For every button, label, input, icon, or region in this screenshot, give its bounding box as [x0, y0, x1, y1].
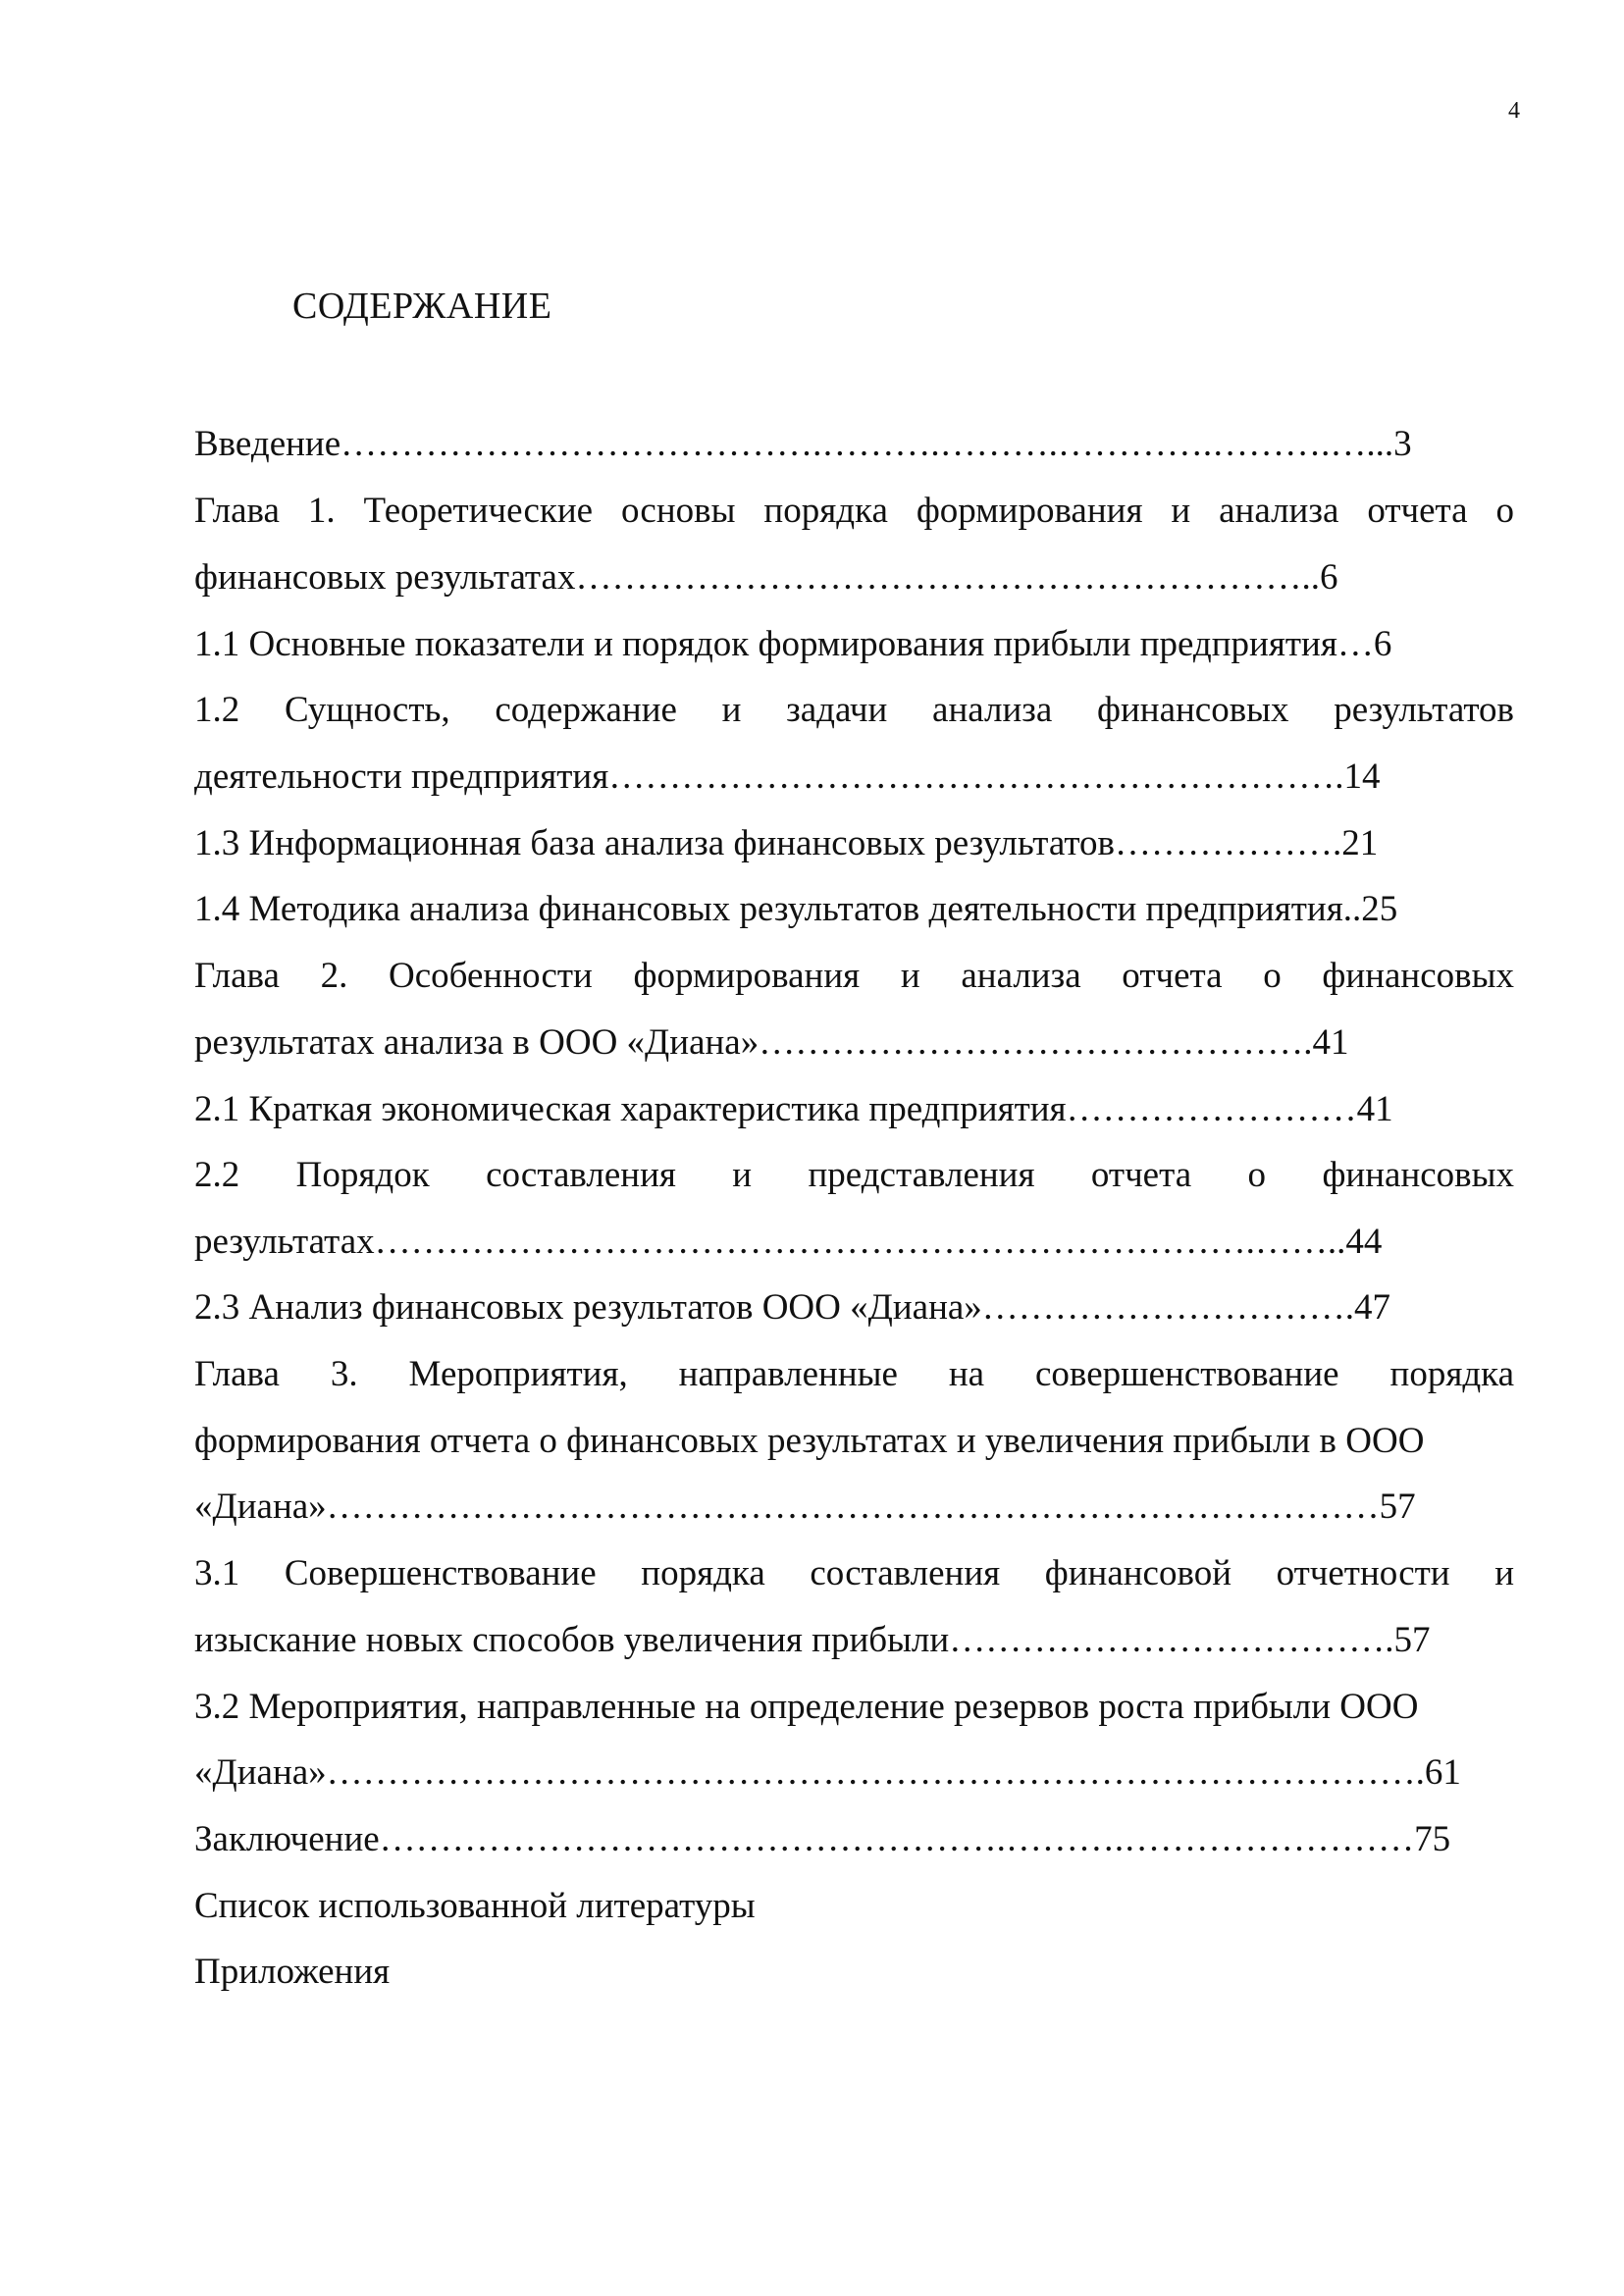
toc-line-section-1-2: 1.2 Сущность, содержание и задачи анализа финансовых результатов	[194, 690, 1514, 730]
toc-line-section-1-2-cont: деятельности предприятия…………………………………………………….14	[194, 757, 1381, 797]
toc-line-references: Список использованной литературы	[194, 1886, 756, 1926]
toc-line-section-2-2: 2.2 Порядок составления и представления отчета о финансовых	[194, 1155, 1514, 1195]
toc-line-section-2-1: 2.1 Краткая экономическая характеристика предприятия……………………41	[194, 1089, 1393, 1129]
toc-line-chapter-1: Глава 1. Теоретические основы порядка формирования и анализа отчета о	[194, 491, 1514, 531]
toc-line-chapter-1-cont: финансовых результатах……………………………………………………..6	[194, 557, 1338, 598]
toc-line-section-2-2-cont: результатах……………………………………………………………….……..44	[194, 1222, 1383, 1262]
toc-line-section-3-1: 3.1 Совершенствование порядка составления финансовой отчетности и	[194, 1553, 1514, 1593]
toc-line-chapter-2-cont: результатах анализа в ООО «Диана»……………………………………….41	[194, 1022, 1349, 1063]
toc-line-section-1-3: 1.3 Информационная база анализа финансовых результатов……………….21	[194, 823, 1379, 863]
toc-line-chapter-3-cont: формирования отчета о финансовых результатах и увеличения прибыли в ООО	[194, 1421, 1425, 1461]
toc-line-section-1-4: 1.4 Методика анализа финансовых результатов деятельности предприятия..25	[194, 889, 1398, 929]
toc-line-section-3-2: 3.2 Мероприятия, направленные на определение резервов роста прибыли ООО	[194, 1687, 1419, 1727]
page-number: 4	[1508, 98, 1520, 124]
toc-line-chapter-3-end: «Диана»……………………………………………………………………………57	[194, 1487, 1416, 1527]
toc-line-section-2-3: 2.3 Анализ финансовых результатов ООО «Диана»………………………….47	[194, 1287, 1391, 1328]
toc-line-chapter-3: Глава 3. Мероприятия, направленные на совершенствование порядка	[194, 1354, 1514, 1394]
toc-line-section-3-2-cont: «Диана»……………………………………………………………………………….61	[194, 1752, 1461, 1793]
toc-line-section-1-1: 1.1 Основные показатели и порядок формирования прибыли предприятия…6	[194, 624, 1392, 664]
toc-line-section-3-1-cont: изыскание новых способов увеличения прибыли……………………………….57	[194, 1620, 1431, 1660]
toc-title: СОДЕРЖАНИЕ	[292, 286, 552, 327]
toc-line-chapter-2: Глава 2. Особенности формирования и анализа отчета о финансовых	[194, 956, 1514, 996]
toc-line-conclusion: Заключение…………………………………………….……….……………………75	[194, 1819, 1451, 1859]
toc-line-appendices: Приложения	[194, 1952, 391, 1992]
toc-line-introduction: Введение………………………………….……….……….………….……….…...3	[194, 424, 1412, 464]
